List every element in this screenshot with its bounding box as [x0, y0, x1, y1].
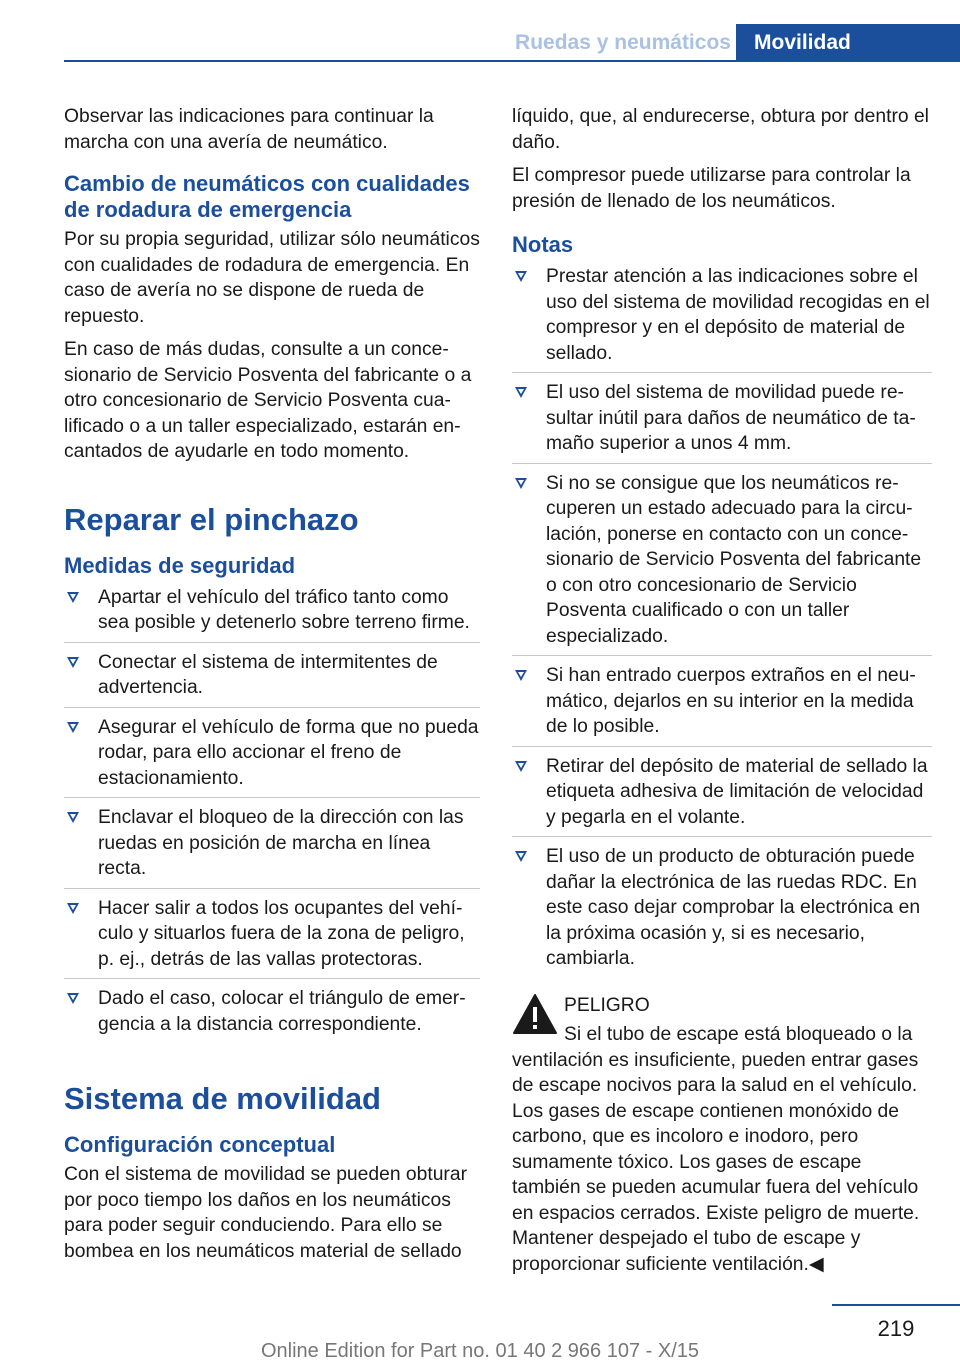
notes-heading: Notas	[512, 232, 574, 257]
list-item	[64, 986, 480, 1044]
list-item-text: Apartar el vehículo del tráfico tanto como sea posible y detenerlo sobre terreno firme.	[98, 586, 470, 633]
list-item-text: Prestar atención a las indicaciones sobre el uso del sistema de movilidad recogidas en el compresor y en el depósito de material de sellado.	[546, 266, 930, 364]
concept-paragraph: Con el sistema de movilidad se pueden obturar por poco tiempo los daños en los neumáticos para poder seguir conduciendo. Para ello se bombea en los neumáticos material de sellado	[64, 1164, 467, 1262]
warning-block	[512, 993, 932, 1278]
list-item-text: El uso de un producto de obturación puede dañar la electrónica de las ruedas RDC. En este caso dejar comprobar la electrónica en la próxima ocasión y, si es necesario, cambiarla.	[546, 846, 921, 969]
edition-footer: Online Edition for Part no. 01 40 2 966 107 - X/15	[260, 1340, 700, 1362]
list-item-text: El uso del sistema de movilidad puede resultar inútil para daños de neumático de tamaño superior a unos 4 mm.	[546, 382, 916, 454]
warning-text	[512, 1022, 932, 1277]
triangle-bullet-icon	[515, 478, 527, 489]
triangle-bullet-icon	[67, 592, 79, 603]
triangle-bullet-icon	[515, 387, 527, 398]
notes-list	[512, 264, 932, 979]
list-item	[64, 896, 480, 980]
safety-list	[64, 585, 480, 1045]
concept-heading: Configuración conceptual	[64, 1132, 336, 1157]
list-item	[512, 663, 932, 747]
triangle-bullet-icon	[67, 993, 79, 1004]
list-item-text: Si no se consigue que los neumáticos recuperen un estado adecuado para la circulación, ponerse en contacto con un concesionario de Servicio Posventa del fabricante o con otro concesionario de Servicio Posventa cualificado o con un taller especializado.	[546, 472, 922, 647]
warning-text-body: Si el tubo de escape está bloqueado o la ventilación es insuficiente, pueden entrar gases de escape nocivos para la salud en el vehículo. Los gases de escape contienen monóxido de carbono, que es incoloro e inodoro, pero sumamente tóxico. Los gases de escape también se pueden acumular fuera del vehículo en espacios cerrados. Existe peligro de muerte. Mantener despejado el tubo de escape y proporcionar suficiente ventilación.◀	[512, 1024, 920, 1275]
list-item-text: Hacer salir a todos los ocupantes del vehículo y situarlos fuera de la zona de peligro, p. ej., detrás de las vallas protectoras.	[98, 897, 465, 970]
list-item-text: Dado el caso, colocar el triángulo de emergencia a la distancia correspondiente.	[98, 988, 466, 1035]
page-header	[0, 0, 960, 62]
triangle-bullet-icon	[515, 670, 527, 681]
compressor-paragraph: El compresor puede utilizarse para controlar la presión de llenado de los neumáticos.	[512, 165, 911, 212]
chapter-tab[interactable]: Movilidad	[736, 24, 960, 62]
warning-title: PELIGRO	[564, 994, 650, 1016]
list-item	[64, 715, 480, 799]
header-rule	[64, 60, 960, 62]
intro-paragraph: Observar las indicaciones para continuar la marcha con una avería de neumático.	[64, 106, 434, 153]
list-item	[512, 754, 932, 838]
list-item	[64, 650, 480, 708]
warning-triangle-icon	[512, 993, 558, 1035]
triangle-bullet-icon	[67, 657, 79, 668]
list-item-text: Conectar el sistema de intermitentes de advertencia.	[98, 651, 438, 698]
runflat-paragraph-1: Por su propia seguridad, utilizar sólo neumáticos con cualidades de rodadura de emergencia. En caso de avería no se dispone de rueda de repuesto.	[64, 229, 480, 327]
page-number: 219	[877, 1316, 915, 1341]
page-number-rule	[832, 1304, 960, 1306]
safety-heading: Medidas de seguridad	[64, 552, 296, 578]
repair-heading: Reparar el pinchazo	[64, 501, 359, 537]
list-item	[512, 380, 932, 464]
runflat-paragraph-2: En caso de más dudas, consulte a un concesionario de Servicio Posventa del fabricante o a otro concesionario de Servicio Posventa cualificado o a un taller especializado, estarán encantados de ayudarle en todo momento.	[64, 339, 472, 462]
list-item-text: Retirar del depósito de material de sellado la etiqueta adhesiva de limitación de velocidad y pegarla en el volante.	[546, 755, 928, 828]
triangle-bullet-icon	[67, 903, 79, 914]
triangle-bullet-icon	[515, 851, 527, 862]
list-item-text: Si han entrado cuerpos extraños en el neumático, dejarlos en su interior en la medida de lo posible.	[546, 665, 916, 737]
triangle-bullet-icon	[67, 812, 79, 823]
list-item	[64, 585, 480, 643]
triangle-bullet-icon	[515, 271, 527, 282]
list-item-text: Asegurar el vehículo de forma que no pueda rodar, para ello accionar el freno de estacionamiento.	[98, 716, 479, 789]
runflat-heading: Cambio de neumáticos con cualidades de rodadura de emergencia	[64, 171, 470, 222]
triangle-bullet-icon	[515, 761, 527, 772]
section-tab[interactable]: Ruedas y neumáticos	[515, 31, 731, 54]
list-item-text: Enclavar el bloqueo de la dirección con las ruedas en posición de marcha en línea recta.	[98, 807, 464, 879]
left-column	[64, 104, 480, 1272]
list-item	[512, 471, 932, 657]
continuation-paragraph: líquido, que, al endurecerse, obtura por dentro el daño.	[512, 106, 929, 153]
list-item	[512, 264, 932, 373]
list-item	[512, 844, 932, 979]
right-column	[512, 104, 932, 1285]
mobility-heading: Sistema de movilidad	[64, 1081, 381, 1116]
triangle-bullet-icon	[67, 722, 79, 733]
list-item	[64, 805, 480, 889]
